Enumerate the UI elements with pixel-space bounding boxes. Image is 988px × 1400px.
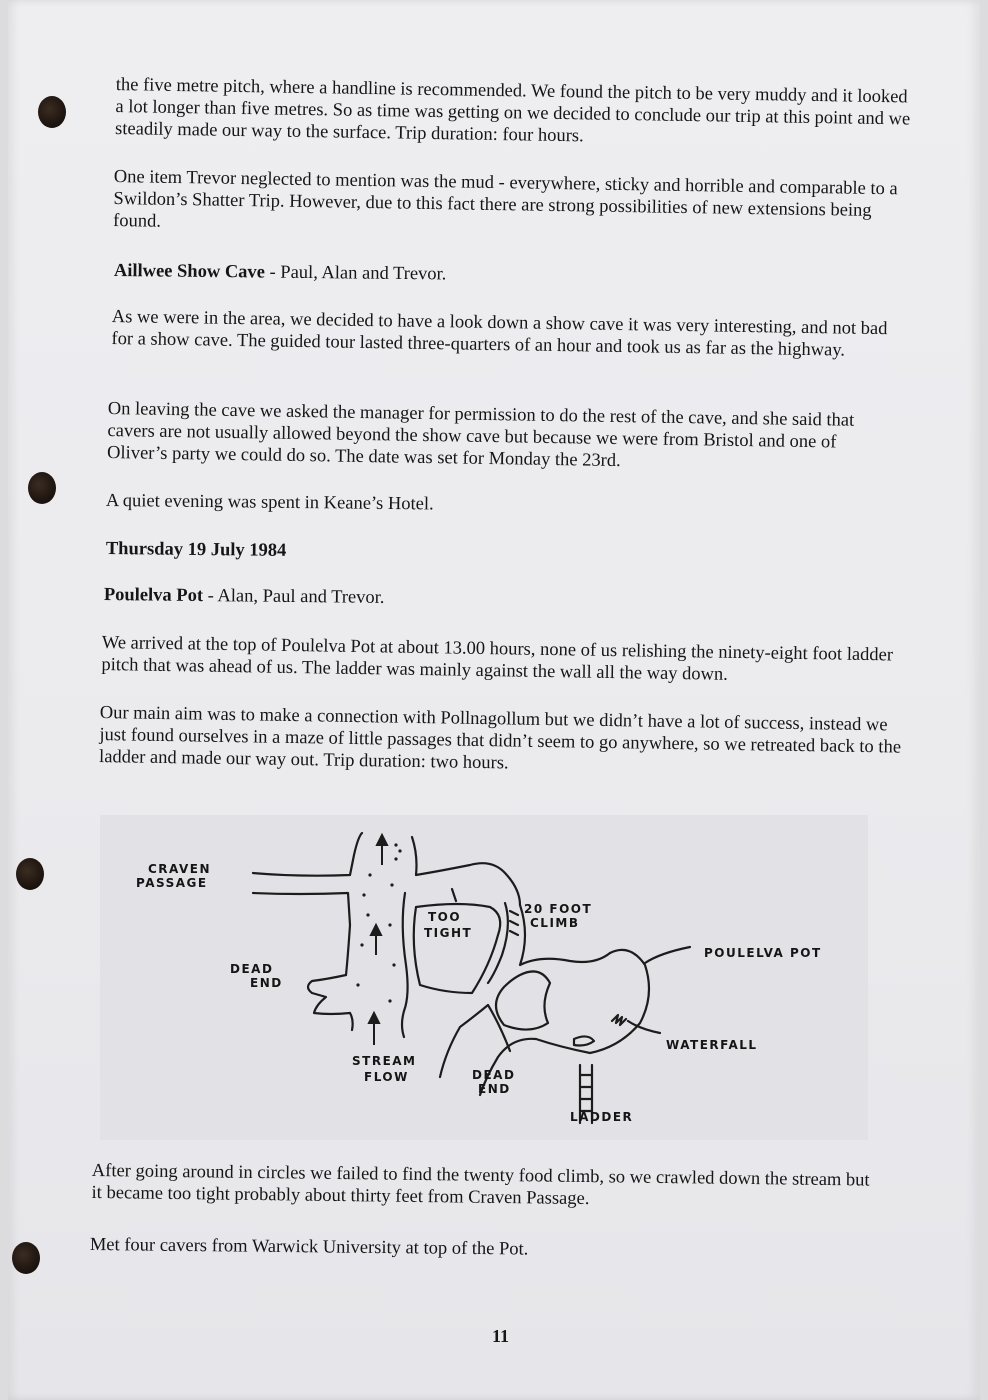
leader-line <box>452 889 456 901</box>
climb-symbol <box>510 911 518 935</box>
label-too-tight: TOO <box>428 910 462 924</box>
paragraph: A quiet evening was spent in Keane’s Hotel. <box>105 490 434 515</box>
label-craven-passage: PASSAGE <box>136 876 208 890</box>
heading-title: Poulelva Pot <box>103 584 204 607</box>
passage-wall <box>308 975 350 1014</box>
punch-hole <box>16 858 44 890</box>
label-craven-passage: CRAVEN <box>148 862 212 876</box>
passage-wall <box>350 1013 353 1030</box>
label-too-tight: TIGHT <box>424 926 473 940</box>
paragraph: Our main aim was to make a connection with Pollnagollum but we didn’t have a lot of success, instead we just found ourselves in a maze of little passages that didn’t seem to go anywhere, so we retreated back to the ladder and made our way out. Trip duration: two hours. <box>98 702 902 774</box>
section-heading <box>114 260 904 290</box>
heading-people: - Paul, Alan and Trevor. <box>264 262 447 285</box>
label-ladder: LADDER <box>570 1110 634 1124</box>
label-dead-end-left: END <box>250 976 283 990</box>
sump <box>574 1036 594 1045</box>
leader-line <box>645 947 690 963</box>
passage-wall <box>412 837 520 905</box>
paragraph: Met four cavers from Warwick University at top of the Pot. <box>89 1235 529 1260</box>
paragraph: On leaving the cave we asked the manager for permission to do the rest of the cave, and she said that cavers are not usually allowed beyond the show cave but because we were from Bristol and one of Oliver’s party we could do so. The date was set for Monday the 23rd. <box>106 398 855 472</box>
heading-people: - Alan, Paul and Trevor. <box>202 586 385 608</box>
label-poulelva-pot: POULELVA POT <box>704 946 822 960</box>
paragraph: As we were in the area, we decided to have a look down a show cave it was very interesting, and not bad for a show cave. The guided tour lasted three-quarters of an hour and took us as far as the highway. <box>111 306 888 361</box>
waterfall-symbol <box>612 1015 626 1025</box>
label-20-foot-climb: CLIMB <box>530 916 580 930</box>
passage-wall <box>402 1011 404 1037</box>
passage-wall <box>496 971 550 1029</box>
label-20-foot-climb: 20 FOOT <box>524 902 593 916</box>
heading-title: Aillwee Show Cave <box>113 260 266 283</box>
punch-hole <box>28 472 56 504</box>
label-stream-flow: FLOW <box>364 1070 409 1084</box>
paragraph: One item Trevor neglected to mention was the mud - everywhere, sticky and horrible and comparable to a Swildon’s Shatter Trip. However, due to this fact there are strong possibilities of new extensions being found. <box>112 166 898 232</box>
label-dead-end-bottom: DEAD <box>472 1068 516 1082</box>
cave-survey-sketch <box>100 815 868 1140</box>
label-dead-end-bottom: END <box>478 1082 511 1096</box>
date-heading: Thursday 19 July 1984 <box>105 538 287 561</box>
passage-wall <box>480 905 649 1095</box>
page-number: 11 <box>492 1326 510 1346</box>
document-page <box>8 0 980 1400</box>
passage-wall <box>403 893 408 1011</box>
punch-hole <box>38 96 66 128</box>
punch-hole <box>12 1242 40 1274</box>
label-dead-end-left: DEAD <box>230 962 274 976</box>
cave-survey-drawing <box>100 815 868 1140</box>
paragraph: the five metre pitch, where a handline is recommended. We found the pitch to be very muddy and it looked a lot longer than five metres. So as time was getting on we decided to conclude our trip at this point and we steadily made our way to the surface. Trip duration: four hours. <box>114 74 911 147</box>
label-stream-flow: STREAM <box>352 1054 417 1068</box>
label-waterfall: WATERFALL <box>666 1038 758 1052</box>
section-heading <box>104 584 884 614</box>
paragraph: After going around in circles we failed to find the twenty food climb, so we crawled down the stream but it became too tight probably about thirty feet from Craven Passage. <box>91 1160 870 1210</box>
paragraph: We arrived at the top of Poulelva Pot at about 13.00 hours, none of us relishing the ninety-eight foot ladder pitch that was ahead of us. The ladder was mainly against the wall all the way down. <box>101 632 894 685</box>
passage-wall <box>253 833 362 876</box>
